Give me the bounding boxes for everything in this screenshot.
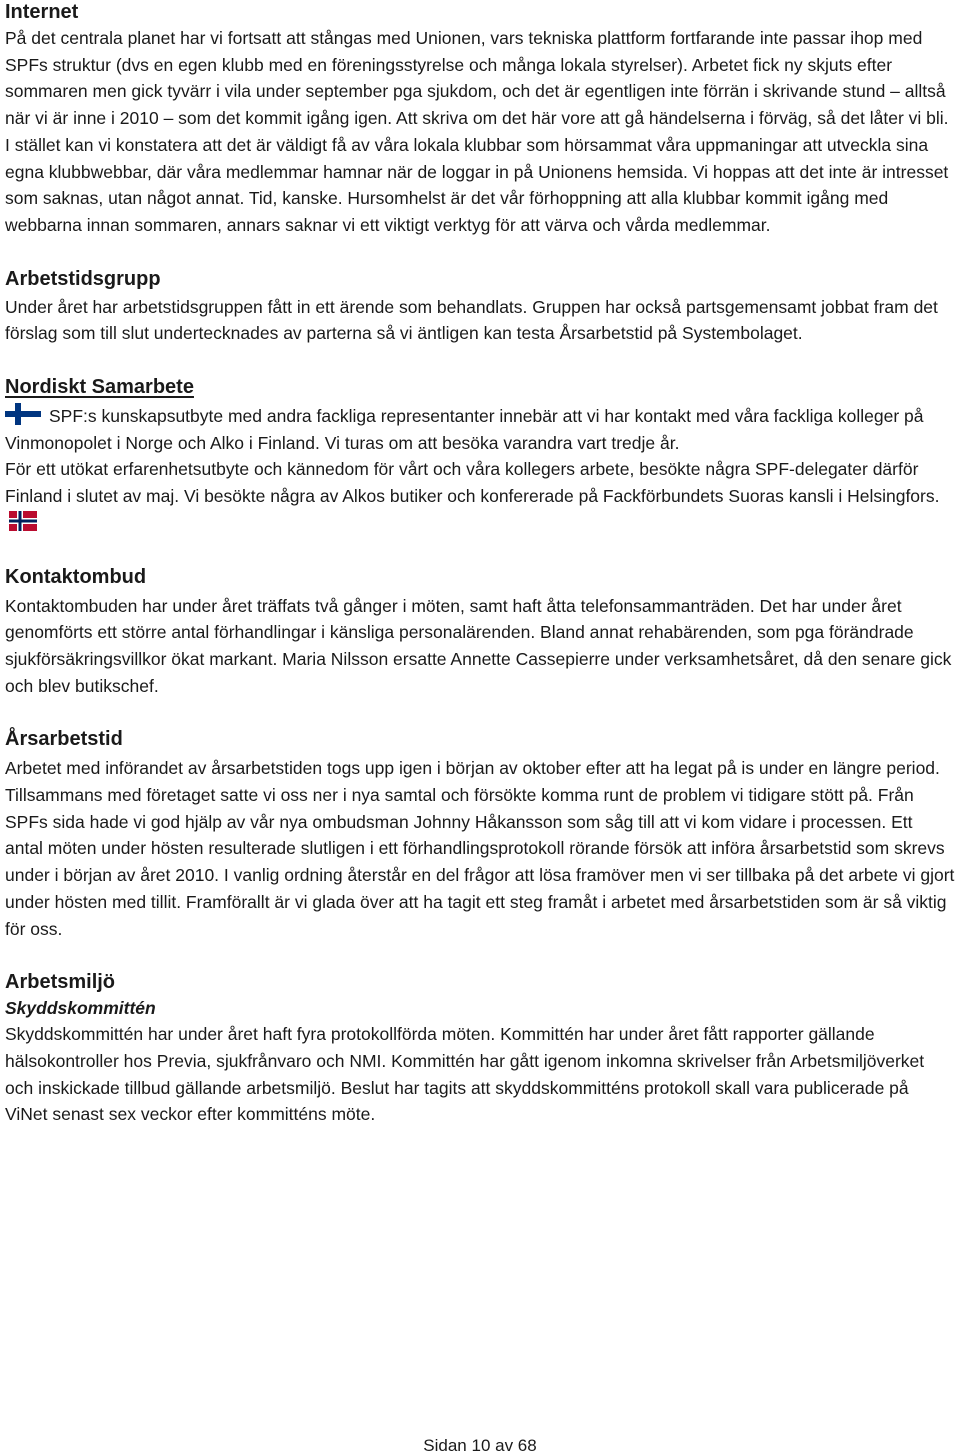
arbetsmiljo-paragraph-1: Skyddskommittén har under året haft fyra protokollförda möten. Kommittén har under året fått rapporter gällande hälsokontroller hos Previa, sjukfrånvaro och NMI. Kommittén har gått igenom inkomna skrivelser från Arbetsmiljöverket och inskickade tillbud gällande arbetsmiljö. Beslut har tagits att skyddskommitténs protokoll skall vara publicerade på ViNet senast sex veckor efter kommitténs möte. — [5, 1024, 925, 1125]
section-internet — [5, 0, 955, 239]
section-heading-nordiskt: Nordiskt Samarbete — [5, 376, 194, 399]
section-heading-arsarbetstid: Årsarbetstid — [5, 728, 123, 751]
section-arbetsmiljo — [5, 970, 955, 1128]
arbetstid-paragraph-1: Under året har arbetstidsgruppen fått in ett ärende som behandlats. Gruppen har också partsgemensamt jobbat fram det förslag som till slut undertecknades av parterna så vi äntligen kan testa Årsarbetstid på Systembolaget. — [5, 296, 938, 344]
nordiskt-paragraph-2 — [5, 456, 955, 536]
section-arbetstidsgrupp — [5, 267, 955, 347]
arsarbetstid-paragraph-1: Arbetet med införandet av årsarbetstiden togs upp igen i början av oktober efter att ha legat på is under en längre period. Tillsammans med företaget satte vi oss ner i nya samtal och försökte komma runt de problem vi tidigare stött på. Från SPFs sida hade vi god hjälp av vår nya ombudsman Johnny Håkansson som såg till att vi kom vidare i processen. Ett antal möten under hösten resulterade slutligen i ett förhandlingsprotokoll rörande försök att införa årsarbetstid som skrevs under i början av året 2010. I vanlig ordning återstår en del frågor att lösa framöver men vi ser tillbaka på det arbete vi gjort under hösten med tillit. Framförallt är vi glada över att ha tagit ett steg framåt i arbetet med årsarbetstiden som är så viktig för oss. — [5, 758, 955, 939]
internet-paragraph-2: I stället kan vi konstatera att det är väldigt få av våra lokala klubbar som hörsammat våra uppmaningar att utveckla sina egna klubbwebbar, där våra medlemmar hamnar när de loggar in på Unionens hemsida. Vi hoppas att det inte är intresset som saknas, utan något annat. Tid, kanske. Hursomhelst är det vår förhoppning att alla klubbar kommit igång med webbarna innan sommaren, annars saknar vi ett viktigt verktyg för att värva och vårda medlemmar. — [5, 134, 949, 235]
nordiskt-paragraph-1-text: SPF:s kunskapsutbyte med andra fackliga representanter innebär att vi har kontakt med våra fackliga kolleger på Vinmonopolet i Norge och Alko i Finland. Vi turas om att besöka varandra vart tredje år. — [5, 406, 924, 453]
section-kontaktombud — [5, 565, 955, 700]
section-nordiskt-samarbete — [5, 375, 955, 537]
page-number: Sidan 10 av 68 — [423, 1436, 537, 1455]
finland-flag-icon — [5, 403, 41, 425]
section-heading-internet: Internet — [5, 1, 79, 23]
subheading-skyddskommitten: Skyddskommittén — [5, 998, 156, 1019]
norway-flag-icon — [9, 511, 37, 531]
kontakt-paragraph-1: Kontaktombuden har under året träffats två gånger i möten, samt haft åtta telefonsammanträden. Det har under året genomförts ett större antal förhandlingar i känsliga personalärenden. Bland annat rehabärenden, som pga förändrade sjukförsäkringsvillkor ökat markant. Maria Nilsson ersatte Annette Cassepierre under verksamhetsåret, då den senare gick och blev butikschef. — [5, 595, 952, 696]
section-arsarbetstid — [5, 727, 955, 942]
page-footer — [0, 1436, 960, 1456]
section-heading-kontaktombud: Kontaktombud — [5, 565, 147, 588]
nordiskt-paragraph-2-text: För ett utökat erfarenhetsutbyte och kännedom för vårt och våra kollegers arbete, besökte några SPF-delegater därför Finland i slutet av maj. Vi besökte några av Alkos butiker och konfererade på Fackförbundets Suoras kansli i Helsingfors. — [5, 459, 940, 507]
section-heading-arbetsmiljo: Arbetsmiljö — [5, 971, 116, 994]
nordiskt-paragraph-1 — [5, 403, 955, 456]
internet-paragraph-1: På det centrala planet har vi fortsatt att stångas med Unionen, vars tekniska plattform fortfarande inte passar ihop med SPFs struktur (dvs en egen klubb med en föreningsstyrelse och många lokala styrelser). Arbetet fick ny skjuts efter sommaren men gick tyvärr i vila under september pga sjukdom, och det är egentligen inte förrän i skrivande stund – alltså när vi är inne i 2010 – som det kommit igång igen. Att skriva om det här vore att gå händelserna i förväg, så det låter vi bli. — [5, 28, 949, 129]
section-heading-arbetstidsgrupp: Arbetstidsgrupp — [5, 267, 161, 290]
